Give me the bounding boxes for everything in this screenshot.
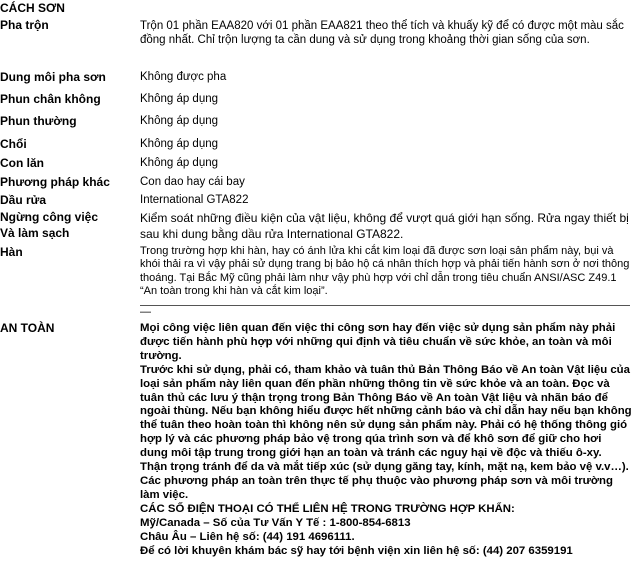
row-label-brush: Chổi bbox=[0, 137, 27, 151]
row-value-thinner: Không được pha bbox=[140, 71, 227, 83]
row-label-work-stoppage: Ngừng công việc bbox=[0, 210, 99, 224]
row-value-airless-spray: Không áp dụng bbox=[140, 93, 219, 105]
emergency-medical: Để có lời khuyên khám bác sỹ hay tới bệnh viện xin liên hệ số: (44) 207 6359191 bbox=[140, 544, 573, 557]
safety-text bbox=[140, 322, 632, 558]
safety-paragraph: Mọi công việc liên quan đến việc thi công sơn hay đến việc sử dụng sản phẩm này phải được tiến hành phù hợp với những qui định và tiêu chuẩn về sức khỏe, an toàn và môi trường. bbox=[140, 322, 616, 362]
row-label-other-method: Phương pháp khác bbox=[0, 175, 110, 189]
row-value-cleaner: International GTA822 bbox=[140, 194, 249, 206]
divider-dash: — bbox=[140, 306, 151, 318]
row-value-mixing: Trộn 01 phần EAA820 với 01 phần EAA821 theo thể tích và khuấy kỹ để có được một màu sắc đồng nhất. Chỉ trộn lượng ta cần dung và sử dụng trong khoảng thời gian sống của sơn. bbox=[140, 20, 624, 47]
row-label-cleaner: Dầu rửa bbox=[0, 193, 47, 207]
row-label-thinner: Dung môi pha sơn bbox=[0, 70, 106, 84]
emergency-europe: Châu Âu – Liên hệ số: (44) 191 4696111. bbox=[140, 530, 355, 543]
row-label-conventional-spray: Phun thường bbox=[0, 114, 77, 128]
row-label-cleanup: Và làm sạch bbox=[0, 226, 70, 240]
row-value-work-stoppage: Kiểm soát những điều kiện của vật liệu, không để vượt quá giới hạn sống. Rửa ngay thiết bị sau khi dung bằng dầu rửa International GTA822. bbox=[140, 211, 629, 241]
row-value-brush: Không áp dụng bbox=[140, 138, 219, 150]
emergency-us-canada: Mỹ/Canada – Số của Tư Vấn Y Tế : 1-800-854-6813 bbox=[140, 516, 411, 529]
row-label-welding: Hàn bbox=[0, 245, 23, 259]
section-heading: CÁCH SƠN bbox=[0, 1, 65, 15]
row-label-airless-spray: Phun chân không bbox=[0, 92, 101, 106]
emergency-heading: CÁC SỐ ĐIỆN THOẠI CÓ THỂ LIÊN HỆ TRONG TRƯỜNG HỢP KHẨN: bbox=[140, 502, 515, 515]
row-label-mixing: Pha trộn bbox=[0, 18, 49, 32]
row-value-other-method: Con dao hay cái bay bbox=[140, 176, 245, 188]
row-value-welding: Trong trường hợp khi hàn, hay có ánh lửa khi cắt kim loại đã được sơn loại sản phẩm này, bụi và khói thải ra vì vậy phải sử dụng trang bị bảo hộ cá nhân thích hợp và phải tiến hành sơn ở nơi thông thoáng. Tại Bắc Mỹ cũng phải làm như vậy phù hợp với chỉ dẫn trong tiêu chuẩn ANSI/ASC Z49.1 “An toàn trong khi hàn và cắt kim loại”. bbox=[140, 245, 630, 298]
divider-line bbox=[140, 305, 630, 306]
row-label-roller: Con lăn bbox=[0, 156, 44, 170]
safety-label: AN TOÀN bbox=[0, 321, 55, 335]
row-value-roller: Không áp dụng bbox=[140, 157, 219, 169]
safety-paragraph: Trước khi sử dụng, phải có, tham khảo và tuân thủ Bản Thông Báo về An toàn Vật liệu của loại sản phẩm này liên quan đến phần những thông tin về sức khỏe và an toàn. Đọc và tuân thủ các lưu ý thận trọng trong Bản Thông Báo về An toàn Vật liệu và nhãn báo để ngoài thùng. Nếu bạn không hiểu được hết những cảnh báo và chỉ dẫn hay nếu bạn không thể tuân theo hoàn toàn thì không nên sử dụng sản phẩm này. Phải có hệ thống thông gió hợp lý và các phương pháp bảo vệ trong qúa trình sơn và để khô sơn để giữ cho hơi dung môi tập trung trong giới hạn an toàn và tránh các nguy hại về độc và thiếu ô-xy. Thận trọng tránh để da và mắt tiếp xúc (sử dụng găng tay, kính, mặt nạ, kem bảo vệ v.v…). Các phương pháp an toàn trên thực tế phụ thuộc vào phương pháp sơn và môi trường làm việc. bbox=[140, 363, 632, 501]
row-value-conventional-spray: Không áp dụng bbox=[140, 115, 219, 127]
